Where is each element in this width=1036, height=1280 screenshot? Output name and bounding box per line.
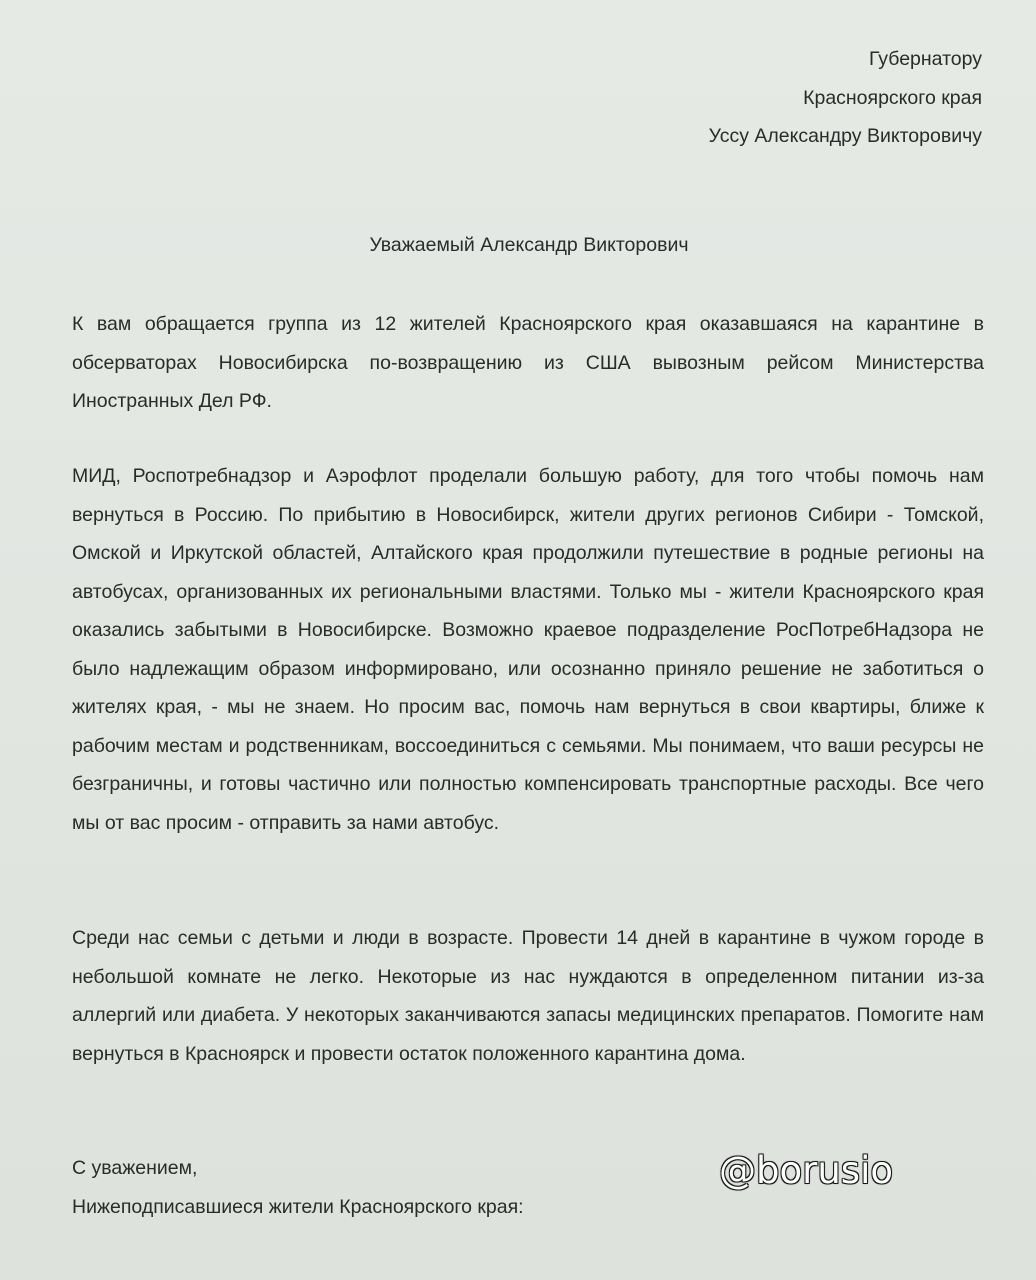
addressee-name: Уссу Александру Викторовичу bbox=[708, 125, 982, 147]
closing-signatories: Нижеподписавшиеся жители Красноярского края: bbox=[72, 1195, 524, 1218]
watermark: @borusio bbox=[719, 1149, 893, 1192]
closing-block bbox=[72, 1149, 524, 1226]
addressee-block bbox=[709, 40, 982, 156]
closing-regards: С уважением, bbox=[72, 1157, 198, 1179]
paragraph-intro: К вам обращается группа из 12 жителей Красноярского края оказавшаяся на карантине в обсерваторах Новосибирска по-возвращению из США вывозным рейсом Министерства Иностранных Дел РФ. bbox=[72, 313, 984, 412]
paragraph-request: МИД, Роспотребнадзор и Аэрофлот проделали большую работу, для того чтобы помочь нам вернуться в Россию. По прибытию в Новосибирск, жители других регионов Сибири - Томской, Омской и Иркутской областей, Алтайского края продолжили путешествие в родные регионы на автобусах, организованных их региональными властями. Только мы - жители Красноярского края оказались забытыми в Новосибирске. Возможно краевое подразделение РосПотребНадзора не было надлежащим образом информировано, или осознанно приняло решение не заботиться о жителях края, - мы не знаем. Но просим вас, помочь нам вернуться в свои квартиры, ближе к рабочим местам и родственникам, воссоединиться с семьями. Мы понимаем, что ваши ресурсы не безграничны, и готовы частично или полностью компенсировать транспортные расходы. Все чего мы от вас просим - отправить за нами автобус. bbox=[72, 465, 984, 834]
paragraph-circumstances: Среди нас семьи с детьми и люди в возрасте. Провести 14 дней в карантине в чужом городе в небольшой комнате не легко. Некоторые из нас нуждаются в определенном питании из-за аллергий или диабета. У некоторых заканчиваются запасы медицинских препаратов. Помогите нам вернуться в Красноярск и провести остаток положенного карантина дома. bbox=[72, 927, 984, 1065]
addressee-region: Красноярского края bbox=[803, 86, 982, 109]
salutation: Уважаемый Александр Викторович bbox=[369, 234, 689, 256]
addressee-title: Губернатору bbox=[869, 48, 982, 70]
